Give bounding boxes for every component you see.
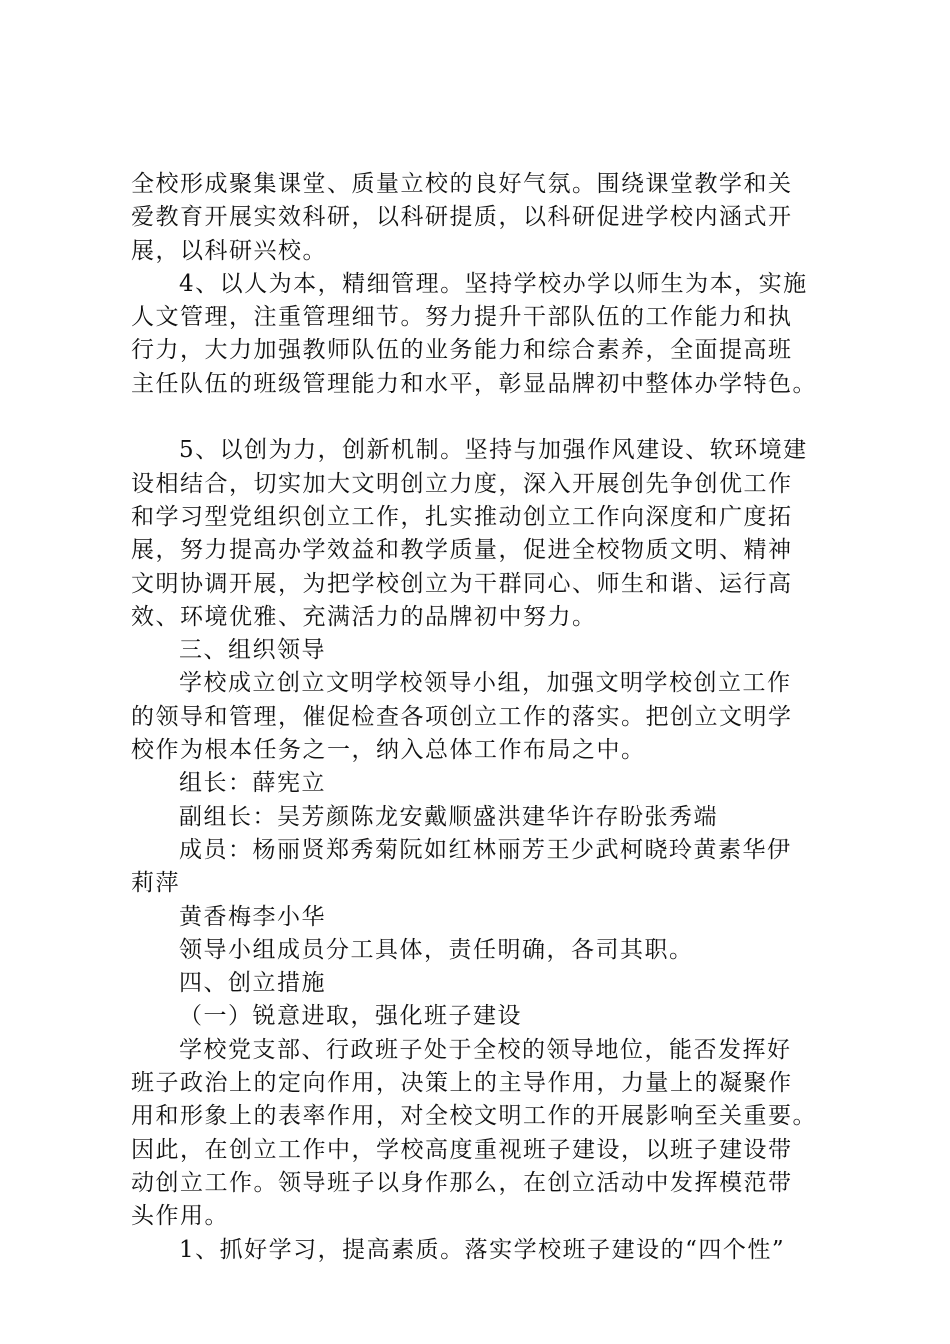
text-line: 1、抓好学习，提高素质。落实学校班子建设的“四个性” — [179, 1236, 786, 1263]
text-line: 4、以人为本，精细管理。坚持学校办学以师生为本，实施 — [179, 270, 808, 297]
text-line: 展，以科研兴校。 — [131, 237, 327, 264]
section-heading: 四、创立措施 — [179, 970, 326, 997]
text-line: 黄香梅李小华 — [179, 903, 326, 930]
text-line: 全校形成聚集课堂、质量立校的良好气氛。围绕课堂教学和关 — [131, 171, 793, 197]
text-line: 莉萍 — [131, 870, 180, 897]
text-line: 5、以创为力，创新机制。坚持与加强作风建设、软环境建 — [179, 437, 808, 464]
text-line: 学校党支部、行政班子处于全校的领导地位，能否发挥好 — [179, 1036, 792, 1063]
text-line: 领导小组成员分工具体，责任明确，各司其职。 — [179, 936, 694, 963]
text-line: 设相结合，切实加大文明创立力度，深入开展创先争创优工作 — [131, 470, 793, 497]
text-line: 动创立工作。领导班子以身作那么，在创立活动中发挥模范带 — [131, 1169, 793, 1196]
blank-line — [131, 401, 831, 434]
text-line: 展，努力提高办学效益和教学质量，促进全校物质文明、精神 — [131, 537, 793, 564]
text-line: 组长：薛宪立 — [179, 770, 326, 797]
section-heading: 三、组织领导 — [179, 637, 326, 664]
text-line: 因此，在创立工作中，学校高度重视班子建设，以班子建设带 — [131, 1136, 793, 1163]
subsection-heading: （一）锐意进取，强化班子建设 — [179, 1003, 522, 1030]
text-line: 文明协调开展，为把学校创立为干群同心、师生和谐、运行高 — [131, 570, 793, 597]
text-line: 班子政治上的定向作用，决策上的主导作用，力量上的凝聚作 — [131, 1070, 793, 1097]
text-line: 的领导和管理，催促检查各项创立工作的落实。把创立文明学 — [131, 703, 793, 730]
text-line: 头作用。 — [131, 1203, 229, 1230]
text-line: 副组长：吴芳颜陈龙安戴顺盛洪建华许存盼张秀端 — [179, 803, 718, 830]
text-line: 爱教育开展实效科研，以科研提质，以科研促进学校内涵式开 — [131, 204, 793, 231]
text-line: 和学习型党组织创立工作，扎实推动创立工作向深度和广度拓 — [131, 503, 793, 530]
text-line: 行力，大力加强教师队伍的业务能力和综合素养，全面提高班 — [131, 337, 793, 364]
text-line: 成员：杨丽贤郑秀菊阮如红林丽芳王少武柯晓玲黄素华伊 — [179, 836, 792, 863]
text-line: 主任队伍的班级管理能力和水平，彰显品牌初中整体办学特色。 — [131, 370, 817, 397]
text-line: 校作为根本任务之一，纳入总体工作布局之中。 — [131, 737, 646, 764]
text-line: 学校成立创立文明学校领导小组，加强文明学校创立工作 — [179, 670, 792, 697]
text-line: 效、环境优雅、充满活力的品牌初中努力。 — [131, 603, 597, 630]
text-line: 用和形象上的表率作用，对全校文明工作的开展影响至关重要。 — [131, 1103, 817, 1130]
document-body — [131, 168, 831, 1267]
text-line: 人文管理，注重管理细节。努力提升干部队伍的工作能力和执 — [131, 304, 793, 331]
